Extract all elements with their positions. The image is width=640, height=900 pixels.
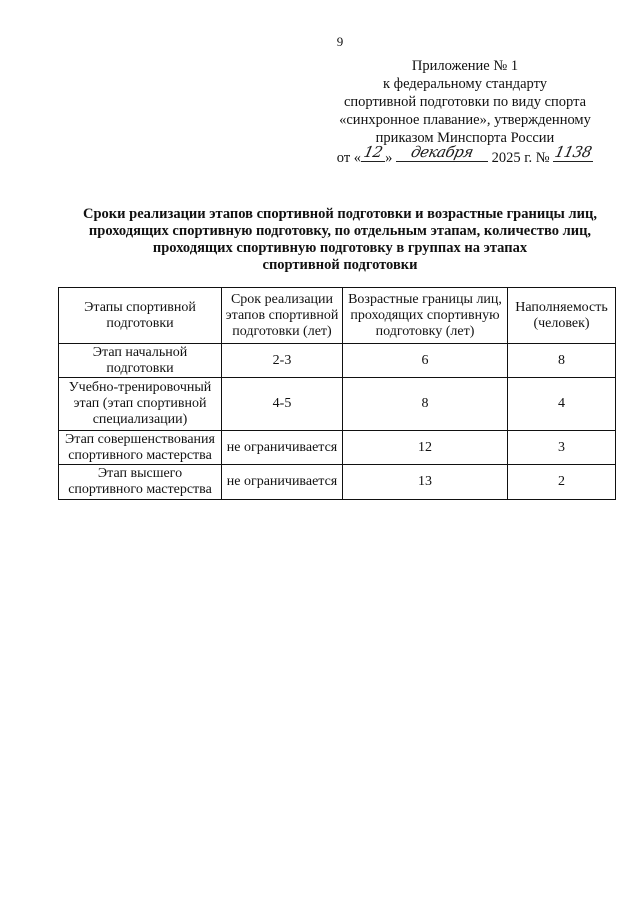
cell-age: 6 bbox=[343, 344, 508, 378]
handwritten-day: 12 bbox=[362, 143, 385, 161]
cell-stage: Этап начальной подготовки bbox=[59, 344, 222, 378]
day-field bbox=[361, 143, 385, 162]
appendix-line-5: приказом Минспорта России bbox=[375, 130, 555, 146]
title-line: проходящих спортивную подготовку в группах на этапах bbox=[152, 240, 528, 256]
date-prefix: от « bbox=[336, 150, 362, 166]
date-mid: » bbox=[385, 150, 393, 166]
stages-table bbox=[58, 287, 616, 500]
year-text: 2025 г. № bbox=[491, 150, 550, 166]
appendix-date-line bbox=[300, 143, 630, 167]
table-row bbox=[59, 465, 616, 500]
order-number-field bbox=[553, 143, 594, 162]
cell-duration: 2-3 bbox=[222, 344, 343, 378]
cell-duration: не ограничивается bbox=[222, 431, 343, 465]
month-field bbox=[396, 143, 488, 162]
header-duration: Срок реализации этапов спортивной подготовки (лет) bbox=[222, 288, 343, 344]
appendix-line-4: «синхронное плавание», утвержденному bbox=[339, 112, 591, 128]
title-line: проходящих спортивную подготовку, по отдельным этапам, количество лиц, bbox=[88, 223, 592, 239]
cell-group-size: 4 bbox=[508, 378, 616, 431]
cell-group-size: 8 bbox=[508, 344, 616, 378]
cell-group-size: 3 bbox=[508, 431, 616, 465]
cell-age: 12 bbox=[343, 431, 508, 465]
cell-stage: Учебно-тренировочный этап (этап спортивной специализации) bbox=[59, 378, 222, 431]
table-row bbox=[59, 431, 616, 465]
header-stage: Этапы спортивной подготовки bbox=[59, 288, 222, 344]
handwritten-order-number: 1138 bbox=[553, 143, 594, 161]
page-number: 9 bbox=[336, 34, 344, 49]
appendix-line-2: к федеральному стандарту bbox=[383, 76, 547, 92]
handwritten-month: декабря bbox=[409, 143, 475, 161]
title-line: Сроки реализации этапов спортивной подготовки и возрастные границы лиц, bbox=[83, 206, 597, 222]
table-header-row bbox=[59, 288, 616, 344]
cell-age: 8 bbox=[343, 378, 508, 431]
table-row bbox=[59, 378, 616, 431]
cell-stage: Этап совершенствования спортивного мастерства bbox=[59, 431, 222, 465]
cell-duration: не ограничивается bbox=[222, 465, 343, 500]
cell-age: 13 bbox=[343, 465, 508, 500]
table-row bbox=[59, 344, 616, 378]
header-age-limits: Возрастные границы лиц, проходящих спортивную подготовку (лет) bbox=[343, 288, 508, 344]
header-group-size: Наполняемость (человек) bbox=[508, 288, 616, 344]
title-line: спортивной подготовки bbox=[262, 257, 418, 273]
cell-group-size: 2 bbox=[508, 465, 616, 500]
appendix-block bbox=[300, 57, 630, 167]
cell-duration: 4-5 bbox=[222, 378, 343, 431]
cell-stage: Этап высшего спортивного мастерства bbox=[59, 465, 222, 500]
appendix-line-3: спортивной подготовки по виду спорта bbox=[343, 94, 587, 110]
document-title bbox=[60, 206, 620, 274]
appendix-line-1: Приложение № 1 bbox=[411, 58, 519, 74]
